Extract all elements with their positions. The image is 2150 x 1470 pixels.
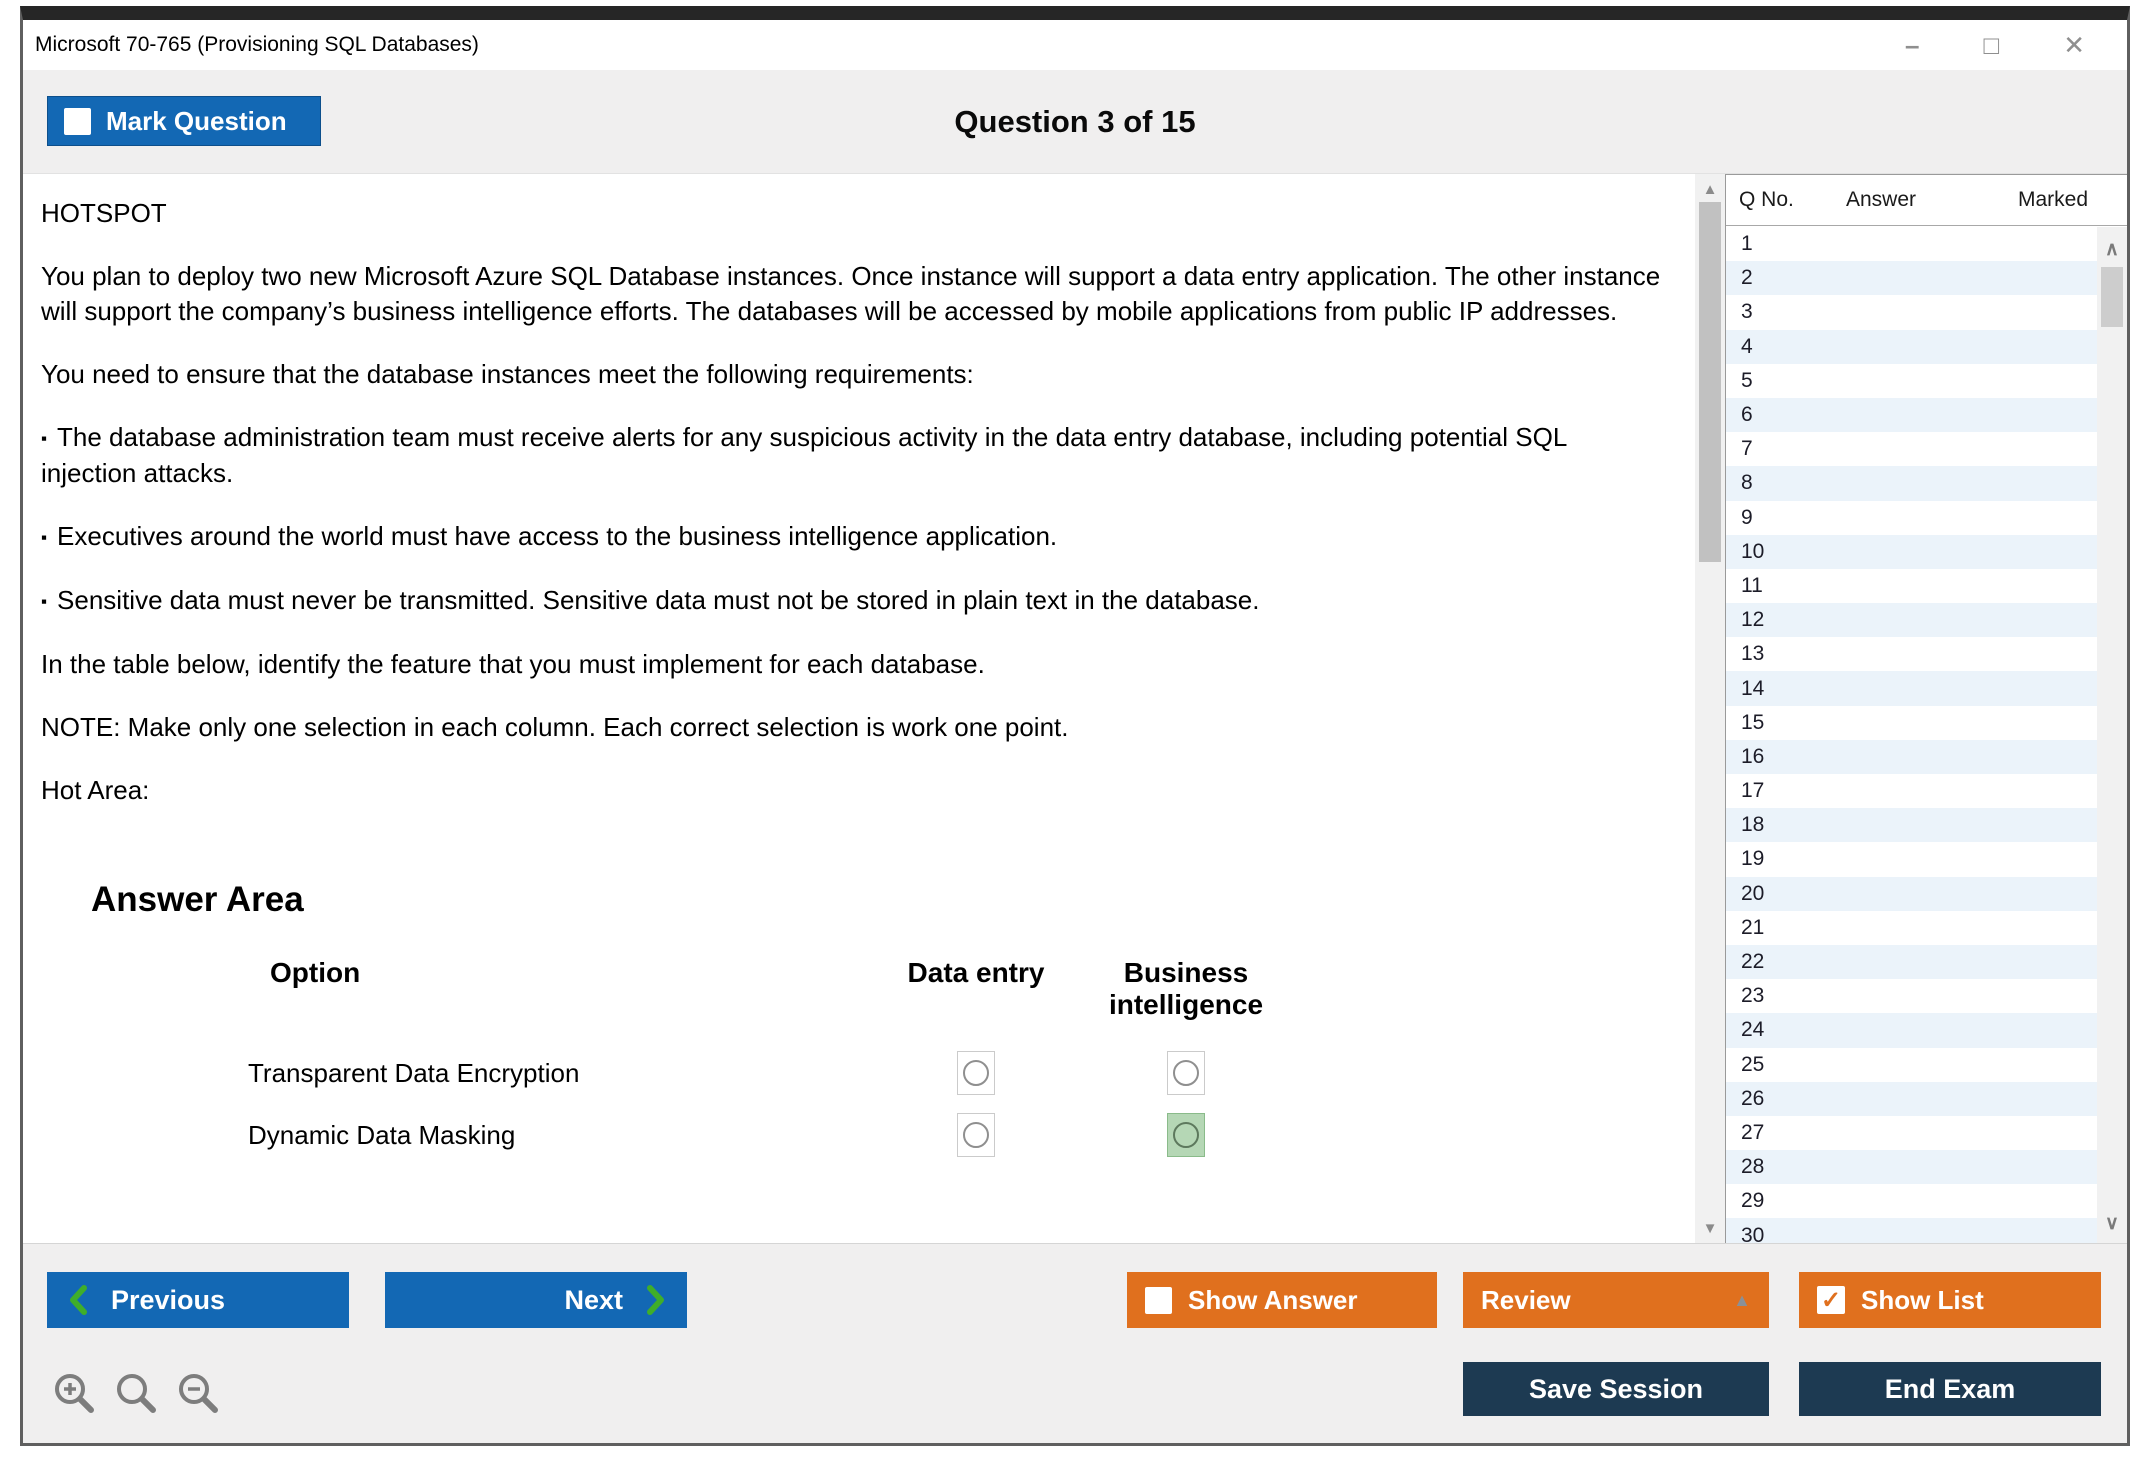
- column-q-no: Q No.: [1739, 188, 1794, 211]
- show-answer-label: Show Answer: [1188, 1284, 1358, 1315]
- question-number: 8: [1741, 471, 1753, 495]
- save-session-button[interactable]: [1463, 1362, 1769, 1416]
- question-number: 25: [1741, 1052, 1765, 1076]
- radio-business-intelligence[interactable]: [1167, 1051, 1205, 1095]
- question-list-row[interactable]: [1726, 637, 2097, 671]
- radio-data-entry-cell: [871, 1051, 1081, 1095]
- question-number: 28: [1741, 1155, 1765, 1179]
- question-number: 16: [1741, 744, 1765, 768]
- question-bullet: ▪ Sensitive data must never be transmitted. Sensitive data must not be stored in plain text in the database.: [41, 585, 1260, 615]
- question-instruction: In the table below, identify the feature that you must implement for each database.: [41, 649, 985, 679]
- question-number: 18: [1741, 813, 1765, 837]
- answer-table-rows: [91, 1051, 1683, 1157]
- radio-data-entry[interactable]: [957, 1051, 995, 1095]
- app-window: [20, 6, 2130, 1446]
- radio-business-intelligence-cell: [1081, 1051, 1291, 1095]
- question-list-row[interactable]: [1726, 808, 2097, 842]
- question-number: 17: [1741, 779, 1765, 803]
- next-label: Next: [564, 1284, 623, 1315]
- main-scrollbar[interactable]: [1695, 174, 1725, 1243]
- question-bullet: ▪ Executives around the world must have access to the business intelligence application.: [41, 521, 1058, 551]
- question-number: 2: [1741, 266, 1753, 290]
- bullet-icon: ▪: [41, 429, 48, 448]
- question-list-row[interactable]: [1726, 671, 2097, 705]
- question-list-row[interactable]: [1726, 911, 2097, 945]
- end-exam-button[interactable]: [1799, 1362, 2101, 1416]
- window-controls: [1905, 32, 2127, 58]
- question-number: 30: [1741, 1223, 1765, 1243]
- bullet-icon: ▪: [41, 528, 48, 547]
- show-answer-button[interactable]: [1127, 1272, 1437, 1328]
- list-scroll-down-icon[interactable]: ∨: [2105, 1212, 2119, 1234]
- question-number: 7: [1741, 437, 1753, 461]
- question-list-row[interactable]: [1726, 432, 2097, 466]
- question-list-row[interactable]: [1726, 740, 2097, 774]
- close-icon[interactable]: ✕: [2063, 30, 2085, 60]
- question-list-row[interactable]: [1726, 842, 2097, 876]
- header: [23, 70, 2127, 174]
- answer-table-row: [91, 1113, 1683, 1157]
- question-list-row[interactable]: [1726, 398, 2097, 432]
- question-number: 15: [1741, 710, 1765, 734]
- answer-table-header: [91, 957, 1683, 1021]
- save-session-label: Save Session: [1528, 1373, 1704, 1404]
- review-button[interactable]: [1463, 1272, 1769, 1328]
- mark-question-button[interactable]: [47, 96, 321, 146]
- minimize-icon[interactable]: –: [1905, 30, 1920, 60]
- window-title: Microsoft 70-765 (Provisioning SQL Databases): [35, 33, 479, 56]
- radio-business-intelligence-cell: [1081, 1113, 1291, 1157]
- chevron-left-icon: [67, 1285, 89, 1315]
- question-list-row[interactable]: [1726, 364, 2097, 398]
- question-number: 5: [1741, 368, 1753, 392]
- scroll-down-icon[interactable]: ▼: [1702, 1219, 1718, 1237]
- collapse-arrow-icon: ▲: [1733, 1289, 1751, 1310]
- question-number: 12: [1741, 608, 1765, 632]
- answer-area: [91, 882, 1683, 1157]
- question-number: 24: [1741, 1018, 1765, 1042]
- list-scrollbar[interactable]: [2097, 227, 2127, 1243]
- scroll-up-icon[interactable]: ▲: [1702, 180, 1718, 198]
- question-list-row[interactable]: [1726, 227, 2097, 261]
- question-paragraph: You plan to deploy two new Microsoft Azure SQL Database instances. Once instance will support a data entry application. The other instance will support the company’s business intelligence efforts. The databases will be accessed by mobile applications from public IP addresses.: [41, 261, 1661, 326]
- show-list-button[interactable]: [1799, 1272, 2101, 1328]
- question-number: 20: [1741, 881, 1765, 905]
- question-pane: [23, 174, 1695, 1243]
- checkbox-icon: [64, 108, 91, 135]
- previous-button[interactable]: [47, 1272, 349, 1328]
- question-number: 1: [1741, 232, 1753, 256]
- chevron-right-icon: [645, 1285, 667, 1315]
- question-number: 22: [1741, 950, 1765, 974]
- radio-data-entry[interactable]: [957, 1113, 995, 1157]
- question-list-row[interactable]: [1726, 535, 2097, 569]
- question-list-row[interactable]: [1726, 1218, 2097, 1243]
- zoom-in-icon[interactable]: [51, 1370, 97, 1416]
- question-list-row[interactable]: [1726, 877, 2097, 911]
- show-list-label: Show List: [1861, 1284, 1984, 1315]
- question-note: NOTE: Make only one selection in each column. Each correct selection is work one point.: [41, 712, 1069, 742]
- column-marked: Marked: [2017, 188, 2089, 211]
- question-list-row[interactable]: [1726, 1013, 2097, 1047]
- radio-business-intelligence[interactable]: [1167, 1113, 1205, 1157]
- question-number: 11: [1741, 573, 1763, 597]
- review-label: Review: [1481, 1284, 1571, 1315]
- radio-circle-icon: [963, 1060, 989, 1086]
- question-list-panel: [1725, 174, 2127, 1243]
- question-number: 23: [1741, 984, 1765, 1008]
- question-list-row[interactable]: [1726, 466, 2097, 500]
- question-counter: Question 3 of 15: [954, 103, 1196, 139]
- radio-circle-icon: [1173, 1060, 1199, 1086]
- hot-area-label: Hot Area:: [41, 775, 150, 805]
- question-list-row[interactable]: [1726, 501, 2097, 535]
- question-list-header: [1726, 175, 2127, 226]
- maximize-icon[interactable]: □: [1983, 30, 2000, 60]
- question-number: 19: [1741, 847, 1765, 871]
- titlebar: [23, 20, 2127, 70]
- radio-circle-icon: [1173, 1122, 1199, 1148]
- column-header-option: Option: [270, 957, 361, 988]
- next-button[interactable]: [385, 1272, 687, 1328]
- radio-circle-icon: [963, 1122, 989, 1148]
- question-number: 27: [1741, 1120, 1765, 1144]
- list-scroll-up-icon[interactable]: ∧: [2105, 238, 2119, 260]
- question-number: 29: [1741, 1189, 1765, 1213]
- question-type-label: HOTSPOT: [41, 198, 167, 228]
- question-list-row[interactable]: [1726, 330, 2097, 364]
- column-header-business-intelligence: Business intelligence: [1108, 957, 1264, 1020]
- question-number: 13: [1741, 642, 1765, 666]
- option-label: Transparent Data Encryption: [248, 1057, 580, 1088]
- search-icon[interactable]: [113, 1370, 159, 1416]
- question-list-row[interactable]: [1726, 1048, 2097, 1082]
- question-number: 4: [1741, 334, 1753, 358]
- end-exam-label: End Exam: [1884, 1373, 2016, 1404]
- question-list-row[interactable]: [1726, 1082, 2097, 1116]
- question-number: 26: [1741, 1086, 1765, 1110]
- question-number: 14: [1741, 676, 1765, 700]
- question-list-row[interactable]: [1726, 1184, 2097, 1218]
- question-list-row[interactable]: [1726, 569, 2097, 603]
- answer-table-row: [91, 1051, 1683, 1095]
- question-list-row[interactable]: [1726, 1150, 2097, 1184]
- question-list-row[interactable]: [1726, 261, 2097, 295]
- bullet-icon: ▪: [41, 592, 48, 611]
- mark-question-label: Mark Question: [106, 105, 287, 136]
- question-bullet: ▪ The database administration team must receive alerts for any suspicious activity in the data entry database, including potential SQL injection attacks.: [41, 422, 1567, 488]
- question-list-row[interactable]: [1726, 1116, 2097, 1150]
- radio-data-entry-cell: [871, 1113, 1081, 1157]
- zoom-toolbar: [51, 1370, 221, 1416]
- question-list-row[interactable]: [1726, 979, 2097, 1013]
- question-list-row[interactable]: [1726, 774, 2097, 808]
- question-number: 10: [1741, 539, 1765, 563]
- checked-checkbox-icon: ✓: [1817, 1286, 1845, 1314]
- question-list: [1726, 227, 2097, 1243]
- column-answer: Answer: [1846, 188, 1917, 211]
- question-number: 6: [1741, 403, 1753, 427]
- content-area: [23, 174, 2127, 1243]
- question-list-row[interactable]: [1726, 603, 2097, 637]
- question-number: 9: [1741, 505, 1753, 529]
- question-list-row[interactable]: [1726, 706, 2097, 740]
- column-header-data-entry: Data entry: [907, 957, 1045, 988]
- option-label: Dynamic Data Masking: [248, 1119, 516, 1150]
- question-list-row[interactable]: [1726, 945, 2097, 979]
- question-number: 21: [1741, 915, 1765, 939]
- question-list-row[interactable]: [1726, 295, 2097, 329]
- question-paragraph: You need to ensure that the database instances meet the following requirements:: [41, 359, 974, 389]
- previous-label: Previous: [111, 1284, 226, 1315]
- question-number: 3: [1741, 300, 1753, 324]
- answer-area-title: Answer Area: [91, 880, 304, 919]
- main-scrollbar-thumb[interactable]: [1699, 202, 1721, 562]
- list-scrollbar-thumb[interactable]: [2101, 267, 2123, 327]
- checkbox-icon: [1145, 1287, 1172, 1314]
- zoom-out-icon[interactable]: [175, 1370, 221, 1416]
- footer: [23, 1243, 2127, 1443]
